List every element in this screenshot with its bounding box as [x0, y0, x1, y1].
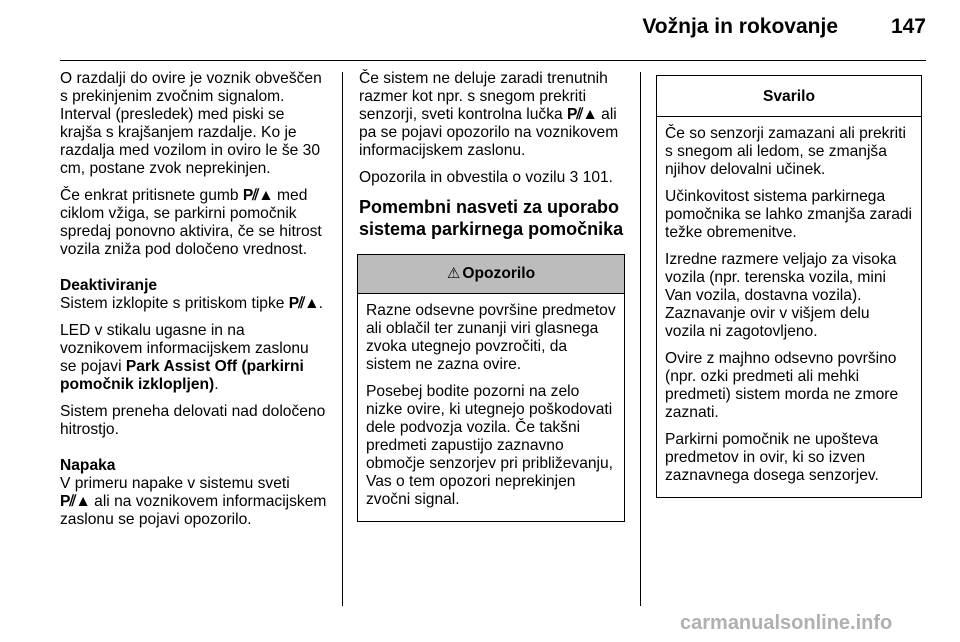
section-heading-deactivation: Deaktiviranje [60, 277, 158, 294]
caution-text: Izredne razmere veljajo za visoka vozila (npr. terenska vozila, mini Van vozila, dostavna vozila). Zaznavanje ovir v višjem delu vozila ni zagotovljeno. [665, 251, 897, 340]
paragraph: V primeru napake v sistemu sveti P⫽▲ ali na voznikovem informacijskem zaslonu se pojavi opozorilo. [60, 475, 327, 528]
column-1 [60, 70, 328, 538]
page-title: Vožnja in rokovanje [642, 15, 838, 38]
column-divider [342, 72, 343, 606]
display-message: Park Assist Off (parkirni pomočnik izklopljen) [60, 358, 304, 393]
column-2 [359, 70, 625, 522]
paragraph: O razdalji do ovire je voznik obveščen s prekinjenim zvočnim signalom. Interval (presledek) med piski se krajša s krajšanjem razdalje. Ko je razdalja med vozilom in oviro le še 30 cm, postane zvok neprekinjen. [60, 70, 322, 177]
column-divider [640, 72, 641, 606]
paragraph: Sistem izklopite s pritiskom tipke P⫽▲. [60, 295, 323, 312]
page-number: 147 [890, 15, 926, 38]
caution-text: Če so senzorji zamazani ali prekriti s snegom ali ledom, se zmanjša njihov delovalni učinek. [665, 125, 906, 178]
park-assist-icon: P⫽▲ [60, 493, 90, 510]
caution-text: Parkirni pomočnik ne upošteva predmetov in ovir, ki so izven zaznavnega dosega senzorjev. [665, 431, 879, 484]
page-reference: 3 101. [569, 169, 613, 186]
caution-text: Učinkovitost sistema parkirnega pomočnika se lahko zmanjša zaradi težke obremenitve. [665, 188, 913, 241]
paragraph: Sistem preneha delovati nad določeno hitrostjo. [60, 403, 326, 438]
warning-box [357, 254, 625, 522]
warning-text: Razne odsevne površine predmetov ali oblačil ter zunanji viri glasnega zvoka utegnejo povzročiti, da sistem ne zazna ovire. [366, 302, 616, 373]
warning-triangle-icon: ⚠ [446, 265, 461, 282]
paragraph: Opozorila in obvestila o vozilu 3 101. [359, 169, 613, 186]
park-assist-icon: P⫽▲ [242, 187, 273, 204]
header-divider [60, 60, 926, 61]
section-heading-fault: Napaka [60, 457, 116, 474]
park-assist-icon: P⫽▲ [567, 106, 597, 123]
park-assist-icon: P⫽▲ [288, 295, 319, 312]
caution-header: Svarilo [657, 76, 921, 117]
warning-header: ⚠ Opozorilo [358, 255, 624, 294]
caution-text: Ovire z majhno odsevno površino (npr. ozki predmeti ali mehki predmeti) sistem morda ne zmore zaznati. [665, 350, 899, 421]
watermark: carmanualsonline.info [680, 612, 893, 634]
caution-box [656, 75, 922, 498]
paragraph: LED v stikalu ugasne in na voznikovem informacijskem zaslonu se pojavi Park Assist Off (parkirni pomočnik izklopljen). [60, 322, 309, 393]
paragraph: Če sistem ne deluje zaradi trenutnih razmer kot npr. s snegom prekriti senzorji, sveti kontrolna lučka P⫽▲ ali pa se pojavi opozorilo na voznikovem informacijskem zaslonu. [359, 70, 619, 159]
paragraph: Če enkrat pritisnete gumb P⫽▲ med ciklom vžiga, se parkirni pomočnik spredaj ponovno aktivira, če se hitrost vozila zniža pod določeno vrednost. [60, 187, 322, 258]
section-heading-tips: Pomembni nasveti za uporabo sistema parkirnega pomočnika [359, 197, 624, 239]
warning-text: Posebej bodite pozorni na zelo nizke ovire, ki utegnejo poškodovati dele podvozja vozila. Če takšni predmeti zapustijo zaznavno območje senzorjev pri približevanju, Vas o tem opozori neprekinjen zvočni signal. [366, 383, 614, 508]
